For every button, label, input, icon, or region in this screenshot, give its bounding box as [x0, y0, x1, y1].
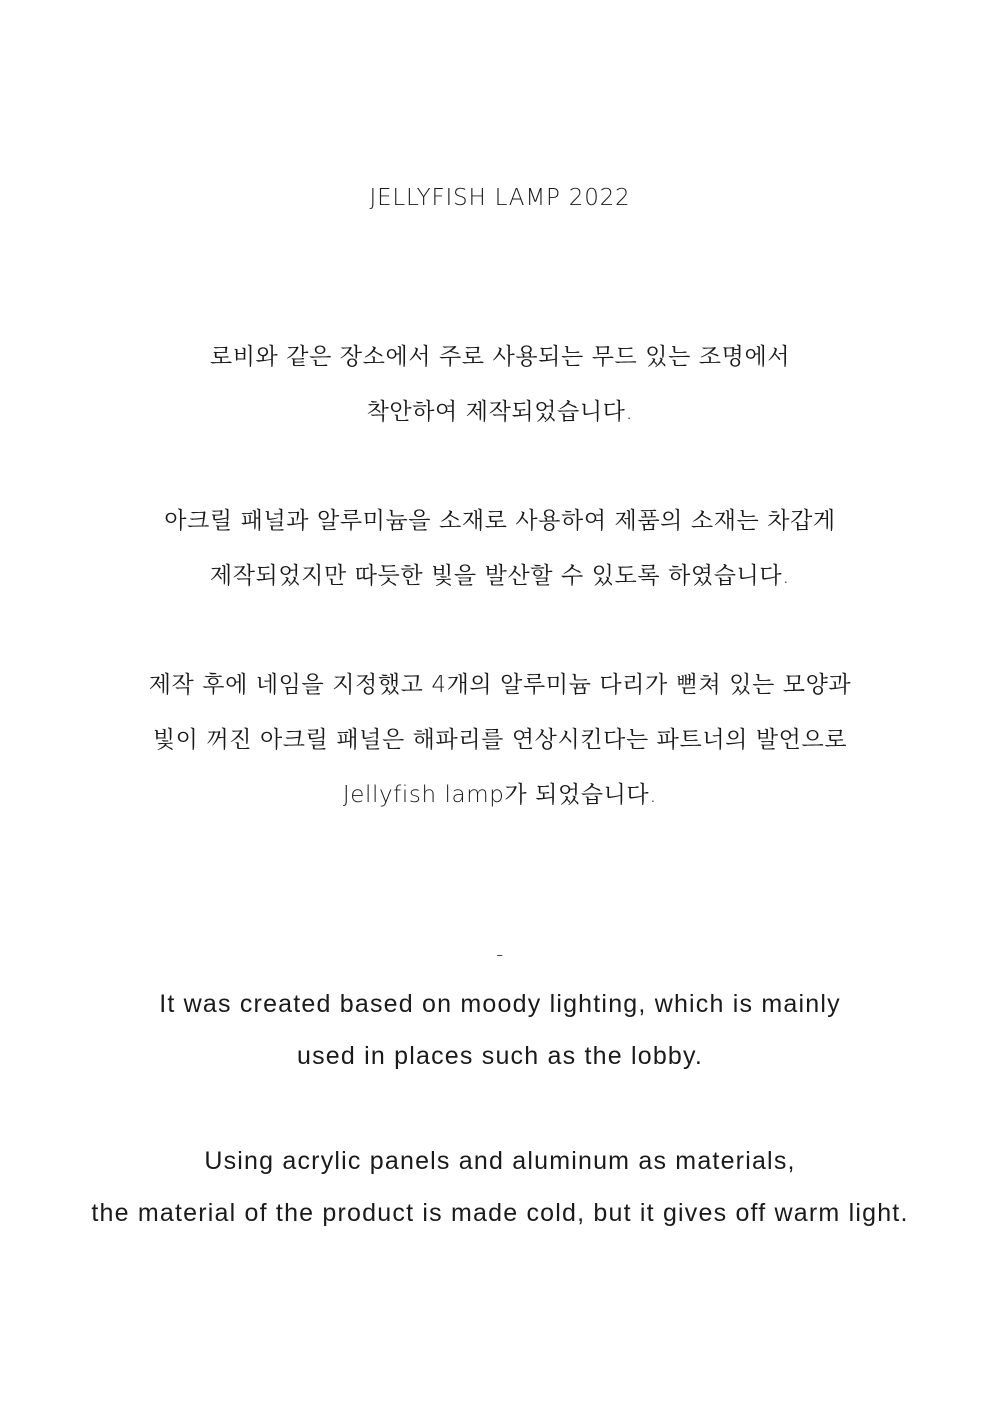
korean-paragraph-3-line-1: 제작 후에 네임을 지정했고 4개의 알루미늄 다리가 뻗쳐 있는 모양과	[148, 672, 852, 698]
korean-paragraph-3-line-2: 빛이 꺼진 아크릴 패널은 해파리를 연상시킨다는 파트너의 발언으로	[152, 727, 848, 753]
english-paragraph-2-line-1: Using acrylic panels and aluminum as materials,	[204, 1147, 796, 1175]
korean-paragraph-1-line-2: 착안하여 제작되었습니다.	[366, 399, 634, 425]
section-separator: -	[496, 942, 504, 966]
korean-paragraph-2-line-1: 아크릴 패널과 알루미늄을 소재로 사용하여 제품의 소재는 차갑게	[164, 508, 836, 534]
korean-paragraph-2-line-2: 제작되었지만 따듯한 빛을 발산할 수 있도록 하였습니다.	[209, 563, 791, 589]
english-paragraph-1-line-1: It was created based on moody lighting, which is mainly	[159, 990, 841, 1018]
english-paragraph-2-line-2: the material of the product is made cold, but it gives off warm light.	[91, 1199, 909, 1227]
english-paragraph-1-line-2: used in places such as the lobby.	[296, 1042, 704, 1070]
korean-paragraph-3-line-3: Jellyfish lamp가 되었습니다.	[342, 782, 658, 808]
page-title: JELLYFISH LAMP 2022	[369, 185, 631, 211]
korean-paragraph-1-line-1: 로비와 같은 장소에서 주로 사용되는 무드 있는 조명에서	[209, 344, 791, 370]
